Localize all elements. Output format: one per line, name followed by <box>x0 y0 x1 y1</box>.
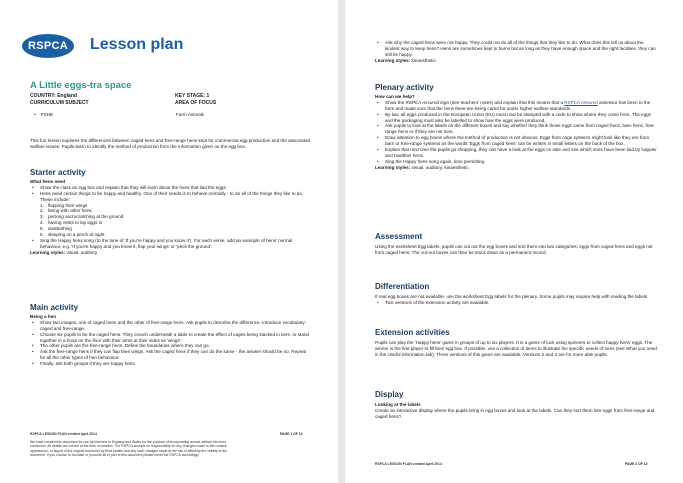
extension-section <box>375 330 657 358</box>
focus-value: Farm Animals <box>176 112 205 117</box>
key-stage-label: KEY STAGE: 1 <box>175 93 210 99</box>
page2-footer <box>375 462 442 466</box>
page1-footer <box>30 432 230 457</box>
plenary-subheading: How can we help? <box>375 93 415 99</box>
curriculum-label: CURRICULUM SUBJECT <box>30 99 89 106</box>
starter-subheading: What hens need <box>30 178 66 184</box>
list-item: • Show the RSPCA Assured logo (see teachers' notes) and explain that this means that a RSPCA Assured assessor has been to the farm and made sure that the hens there are being cared for under higher welfare standards. <box>375 100 657 112</box>
list-item: • Sing the Happy hens song (to the tune of 'If you're happy and you know it'). For each verse, add an example of hens' normal behaviour, e.g. 'If you're happy and you know it, flap your wings' or 'peck the ground'. <box>30 238 312 250</box>
subject-row: • PSHE Farm Animals <box>34 112 205 117</box>
footer-created: RSPCA LESSON PLAN created April 2014 <box>375 462 442 466</box>
display-section <box>375 392 657 420</box>
list-item: 4. having nests to lay eggs in <box>40 220 103 226</box>
display-heading: Display <box>375 390 404 399</box>
lesson-title: A Little eggs-tra space <box>30 80 132 91</box>
rspca-logo: RSPCA <box>22 34 74 58</box>
list-item: 2. being with other hens <box>40 208 92 214</box>
page-1 <box>0 0 338 483</box>
meta-table <box>30 93 310 106</box>
assessment-heading: Assessment <box>375 232 423 241</box>
list-item: • By law, all eggs produced in the European Union (EU) must now be stamped with a code to show where they come from. The eggs and the packaging must also be labelled to show how the eggs were produced. <box>375 112 657 124</box>
display-text: Create an interactive display where the pupils bring in egg boxes and look at the labels. Can they sort them into eggs from free-range and caged hens? <box>375 407 655 419</box>
page-2 <box>345 0 683 483</box>
differentiation-text: If real egg boxes are not available, use the worksheet Egg labels for the plenary. Some pupils may require help with reading the labels. <box>375 293 649 299</box>
list-item: • Sing the Happy hens song again, time permitting. <box>375 159 657 165</box>
footer-created: RSPCA LESSON PLAN created April 2014 <box>30 432 97 436</box>
main-learning-styles: Learning styles: kinaesthetic. <box>375 57 438 63</box>
list-item: • Explain that next time the pupils go shopping, they can have a look at the eggs on sale and see which ones have been laid by happier and healthier hens. <box>375 147 657 159</box>
list-item: • Show two images, one of caged hens and the other of free-range hens. Ask pupils to describe the difference. Introduce vocabulary: caged and free-range. <box>30 320 312 332</box>
starter-heading: Starter activity <box>30 168 86 177</box>
assessment-section <box>375 234 657 256</box>
rspca-assured-link[interactable]: RSPCA Assured <box>564 99 598 105</box>
list-item: • Choose six pupils to be the caged hens. They crouch underneath a table to create the effect of cages being stacked in tiers, or stand together in a hoop on the floor with their arms at their sides as 'wings'. <box>30 332 312 344</box>
main-section <box>30 305 312 367</box>
intro-paragraph: This fun lesson explores the differences between caged hens and free-range hens kept for commercial egg production and the associated welfare issues. Pupils learn to identify the method of production from the information given on the egg box. <box>30 138 311 149</box>
list-item: 3. pecking and scratching at the ground <box>40 214 124 220</box>
subject-value: PSHE <box>40 112 54 117</box>
main-continued <box>375 40 657 64</box>
doc-title: Lesson plan <box>90 36 184 53</box>
footer-disclaimer: We have created this document for use by teachers in England and Wales for the purpose of incorporating animal welfare into their curriculum. All details are correct at the time of creation. The RSPCA accepts no responsibility for any changes made to the content, appearance, or layout of the original document by third parties and any such changes made at the risk of affecting the validity of the document. If you choose to circulate or promote all or part of this document please credit the RSPCA accordingly <box>30 440 228 457</box>
extension-text: Pupils can play the 'Happy hens' game in groups of up to six players. It is a game of luck using spinners to collect happy hens' eggs. The winner is the first player to fill their egg box. If possible, use a collection of items to illustrate the specific needs of hens (see What you need in the Useful information tab). Three versions of this game are available. Versions 2 and 3 are for more able pupils. <box>375 339 657 357</box>
differentiation-heading: Differentiation <box>375 282 430 291</box>
plenary-learning-styles: Learning styles: visual, auditory, kinaesthetic. <box>375 164 470 170</box>
list-item: • Ask the free-range hens if they can flap their wings. Ask the caged hens if they can do the same - the answer should be no. Repeat for all the other types of hen behaviour. <box>30 349 312 361</box>
main-subheading: Being a hen <box>30 313 57 319</box>
page2-number: PAGE 2 OF 12 <box>625 462 648 466</box>
list-item: • Finally, ask both groups if they are happy hens. <box>30 361 312 367</box>
extension-heading: Extension activities <box>375 328 450 337</box>
main-heading: Main activity <box>30 303 79 312</box>
differentiation-section <box>375 284 657 306</box>
hen-needs-list <box>30 203 312 238</box>
starter-section <box>30 170 312 256</box>
country-label: COUNTRY: England <box>30 93 77 99</box>
starter-learning-styles: Learning styles: visual, auditory. <box>30 249 99 255</box>
list-item: • Draw attention to egg boxes where the method of production is not obvious. Eggs from cage systems might look like they are from barn or free-range systems as the words 'Eggs from caged hens' can be written in small letters on the back of the box. <box>375 135 657 147</box>
list-item: • Ask why the caged hens were not happy. They could not do all of the things that they like to do. What does this tell us about the kindest way to keep hens? Hens are sometimes kept in barns but as long as they have enough space and the right facilities, they can still be happy. <box>375 40 657 58</box>
plenary-heading: Plenary activity <box>375 83 434 92</box>
display-subheading: Looking at the labels <box>375 401 421 407</box>
focus-label: AREA OF FOCUS <box>175 99 217 106</box>
list-item: • Hens need certain things to be happy and healthy. One of their needs is to behave normally - to do all of the things they like to do. These include: <box>30 191 312 203</box>
assessment-text: Using the worksheet Egg labels, pupils can cut out the egg boxes and sort them into two categories: eggs from caged hens and eggs not from caged hens. The cut-out boxes can then be stuck down as a permanent record. <box>375 243 653 255</box>
list-item: 5. dustbathing <box>40 226 72 232</box>
list-item: • The other pupils are the free-range hens. Define the boundaries where they can go. <box>30 343 312 349</box>
page1-number: PAGE 1 OF 12 <box>280 432 303 436</box>
list-item: • Ask pupils to look at the labels on the different boxes and say whether they think those eggs came from caged hens, barn hens, free-range hens or if they are not sure. <box>375 123 657 135</box>
list-item: • Two versions of the extension activity are available. <box>375 300 657 306</box>
list-item: • Show the class an egg box and explain that they will learn about the hens that laid the eggs. <box>30 185 312 191</box>
plenary-section <box>375 85 657 171</box>
list-item: 1. flapping their wings <box>40 202 88 208</box>
list-item: 6. sleeping on a perch at night. <box>40 232 106 238</box>
